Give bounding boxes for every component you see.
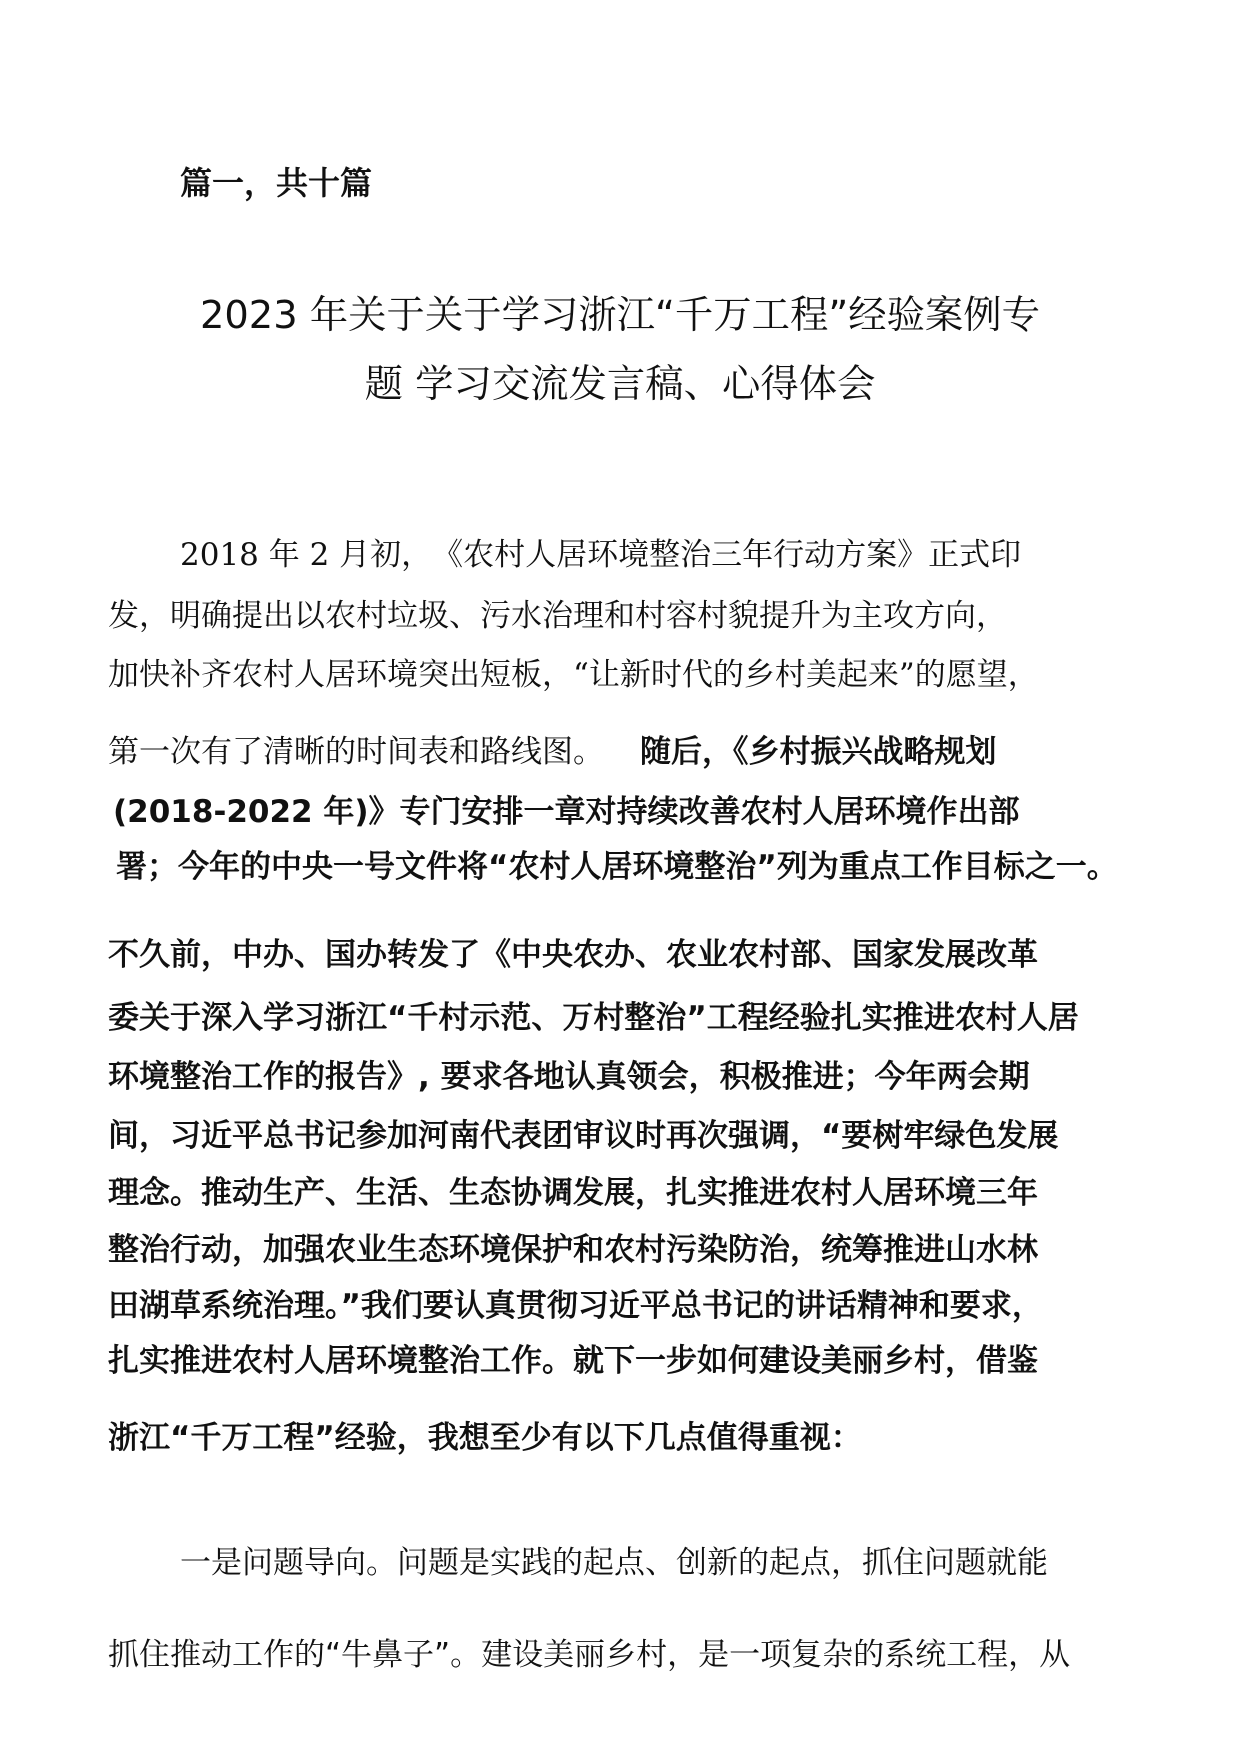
title-line-2: 题 学习交流发言稿、心得体会	[364, 362, 876, 407]
paragraph2-line-6: 整治行动，加强农业生态环境保护和农村污染防治，统筹推进山水林	[108, 1232, 1038, 1268]
title-line-1: 2023 年关于关于学习浙江“千万工程”经验案例专	[199, 293, 1041, 338]
paragraph2-line-4: 间，习近平总书记参加河南代表团审议时再次强调，“要树牢绿色发展	[108, 1118, 1059, 1154]
paragraph3-line-2: 抓住推动工作的“牛鼻子”。建设美丽乡村，是一项复杂的系统工程，从	[108, 1637, 1071, 1673]
paragraph1-line-4	[108, 736, 997, 768]
paragraph1-line-5: (2018-2022 年)》专门安排一章对持续改善农村人居环境作出部	[113, 794, 1020, 830]
paragraph1-line-6: 署；今年的中央一号文件将“农村人居环境整治”列为重点工作目标之一。	[116, 849, 1118, 885]
paragraph2-line-3: 环境整治工作的报告》, 要求各地认真领会，积极推进；今年两会期	[108, 1059, 1030, 1095]
paragraph1-line-4-regular: 第一次有了清晰的时间表和路线图。	[108, 734, 604, 770]
paragraph2-line-2: 委关于深入学习浙江“千村示范、万村整治”工程经验扎实推进农村人居	[108, 1000, 1079, 1036]
paragraph1-line-1: 2018 年 2 月初， 《农村人居环境整治三年行动方案》正式印	[180, 537, 1022, 573]
section-label: 篇一，共十篇	[180, 164, 373, 202]
paragraph2-line-5: 理念。推动生产、生活、生态协调发展，扎实推进农村人居环境三年	[108, 1175, 1038, 1211]
paragraph1-line-2: 发，明确提出以农村垃圾、污水治理和村容村貌提升为主攻方向，	[108, 598, 1007, 634]
paragraph1-line-3: 加快补齐农村人居环境突出短板，“让新时代的乡村美起来”的愿望，	[108, 657, 1039, 693]
paragraph3-line-1: 一是问题导向。问题是实践的起点、创新的起点，抓住问题就能	[180, 1545, 1048, 1581]
paragraph2-line-8: 扎实推进农村人居环境整治工作。就下一步如何建设美丽乡村，借鉴	[108, 1343, 1038, 1379]
paragraph1-line-4-bold: 随后，《乡村振兴战略规划	[640, 734, 997, 770]
paragraph2-line-9: 浙江“千万工程”经验，我想至少有以下几点值得重视：	[108, 1420, 862, 1456]
paragraph2-line-1: 不久前，中办、国办转发了《中央农办、农业农村部、国家发展改革	[108, 937, 1038, 973]
paragraph2-line-7: 田湖草系统治理。”我们要认真贯彻习近平总书记的讲话精神和要求，	[108, 1288, 1043, 1324]
